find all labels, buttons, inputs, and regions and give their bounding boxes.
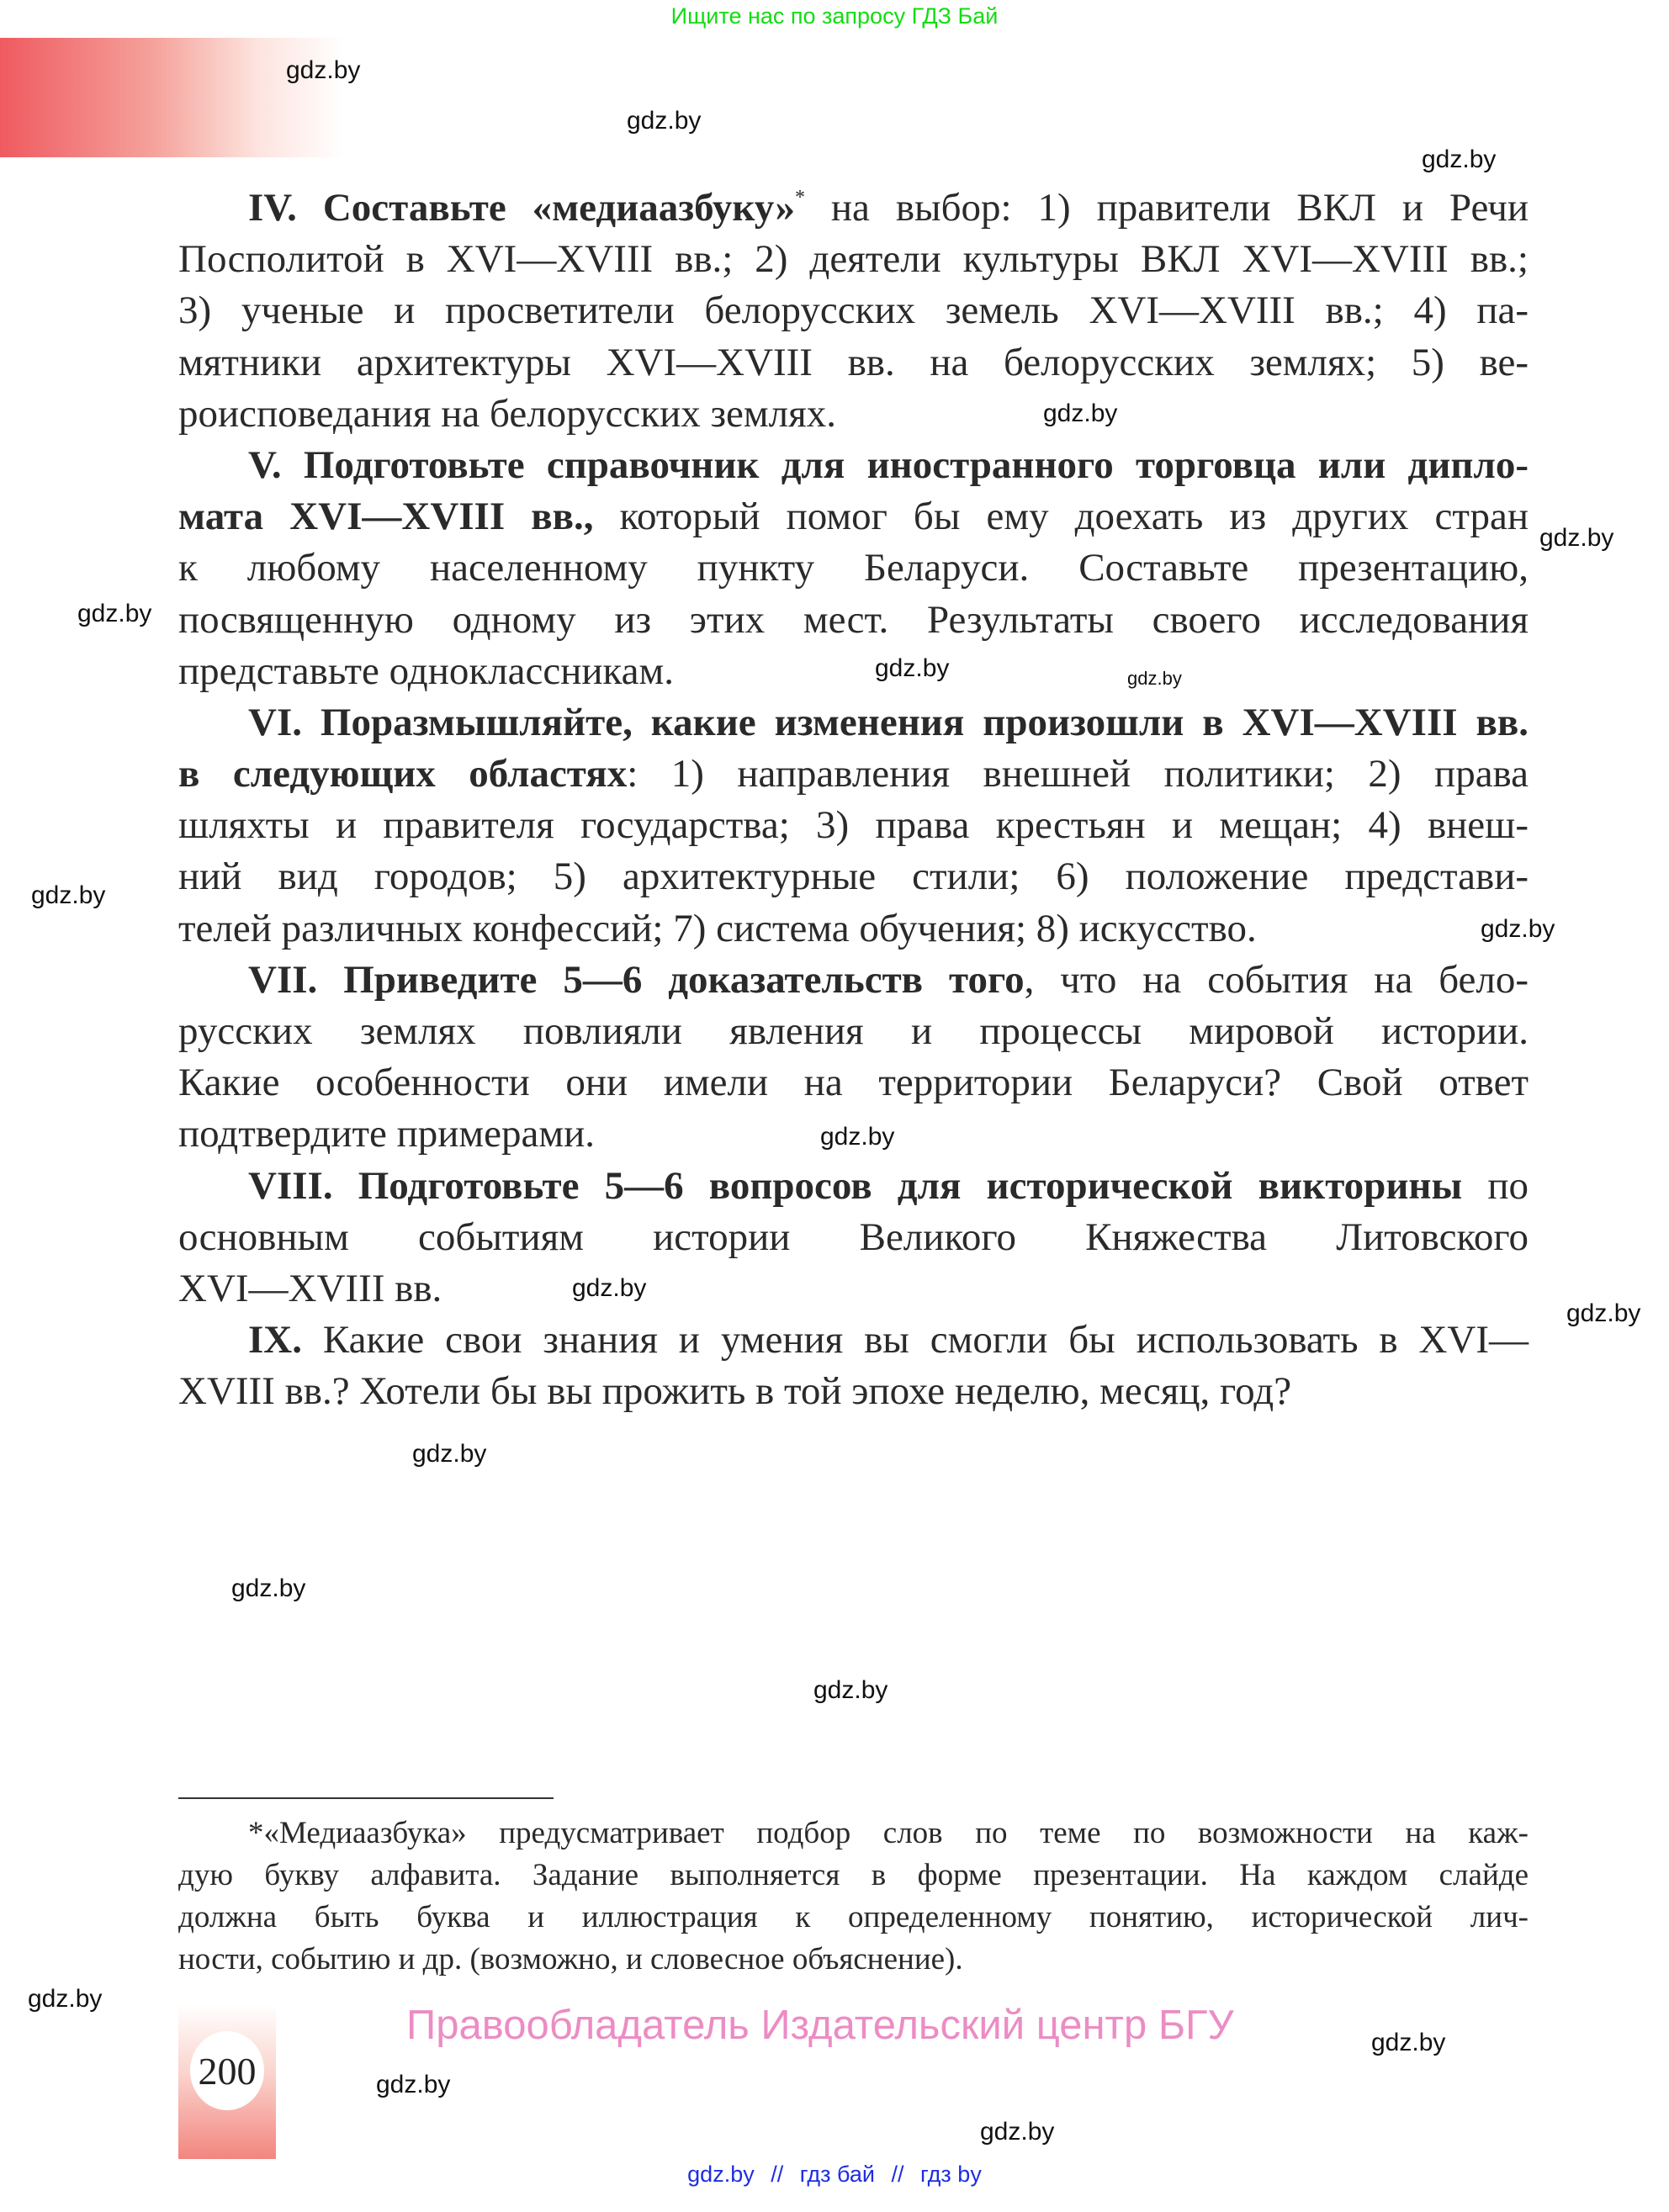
text: посвященную одному из этих мест. Результаты своего исследования	[178, 597, 1529, 642]
watermark: gdz.by	[1539, 524, 1614, 552]
text: Посполитой в XVI—XVIII вв.; 2) деятели культуры ВКЛ XVI—XVIII вв.;	[178, 237, 1529, 282]
bold-text: IV. Составьте «медиаазбуку»	[248, 186, 795, 230]
text: 3) ученые и просветители белорусских земель XVI—XVIII вв.; 4) па-	[178, 288, 1529, 333]
watermark: gdz.by	[1566, 1299, 1641, 1327]
text: русских землях повлияли явления и процессы мировой истории.	[178, 1009, 1529, 1053]
text: который помог бы ему доехать из других стран	[593, 495, 1529, 539]
watermark: gdz.by	[231, 1574, 306, 1602]
watermark: gdz.by	[412, 1440, 487, 1468]
text-line	[178, 903, 1529, 955]
text: Какие свои знания и умения вы смогли бы использовать в XVI—	[301, 1318, 1529, 1363]
watermark: gdz.by	[1127, 668, 1182, 689]
text: XVIII вв.? Хотели бы вы прожить в той эпохе неделю, месяц, год?	[178, 1369, 1292, 1414]
bold-text: V. Подготовьте справочник для иностранного торговца или дипло-	[248, 442, 1529, 487]
footnote-line: *«Медиаазбука» предусматривает подбор слов по теме по возможности на каж-	[248, 1816, 1529, 1850]
search-hint: Ищите нас по запросу ГДЗ Бай	[670, 3, 999, 29]
watermark: gdz.by	[376, 2071, 451, 2098]
text: по	[1462, 1163, 1529, 1208]
text: мятники архитектуры XVI—XVIII вв. на белорусских землях; 5) ве-	[178, 340, 1529, 384]
watermark: gdz.by	[875, 654, 950, 682]
bold-text: VII. Приведите 5—6 доказательств того	[248, 957, 1025, 1002]
footnote-divider	[178, 1797, 554, 1799]
text-line	[178, 646, 1529, 697]
text: на выбор: 1) правители ВКЛ и Речи	[804, 186, 1529, 230]
footnote	[178, 1812, 1529, 1981]
text-line	[178, 389, 1529, 440]
exercise-text	[178, 183, 1529, 1418]
bold-text: в следующих областях	[178, 752, 628, 796]
footnote-line: должна быть буква и иллюстрация к определенному понятию, исторической лич-	[178, 1900, 1529, 1934]
link-gdz-bai[interactable]: гдз бай	[799, 2162, 875, 2187]
text-line	[178, 1315, 1529, 1366]
footnote-line: дую букву алфавита. Задание выполняется в форме презентации. На каждом слайде	[178, 1858, 1529, 1892]
bottom-links	[0, 2162, 1669, 2188]
watermark: gdz.by	[1043, 400, 1118, 427]
watermark: gdz.by	[1481, 915, 1555, 943]
watermark: gdz.by	[1422, 146, 1497, 173]
text-line	[178, 1161, 1529, 1212]
text: : 1) направления внешней политики; 2) права	[627, 752, 1529, 796]
text-line	[178, 337, 1529, 389]
text-line	[178, 1057, 1529, 1109]
text-line	[178, 595, 1529, 646]
link-gdz-by[interactable]: gdz.by	[687, 2162, 755, 2187]
copyright-notice: Правообладатель Издательский центр БГУ	[406, 2003, 1234, 2048]
watermark: gdz.by	[627, 107, 702, 135]
text-line	[178, 749, 1529, 800]
text: шляхты и правителя государства; 3) права крестьян и мещан; 4) внеш-	[178, 803, 1529, 848]
watermark: gdz.by	[31, 881, 106, 909]
footnote-line: ности, событию и др. (возможно, и словесное объяснение).	[178, 1942, 963, 1977]
bold-text: VI. Поразмышляйте, какие изменения произошли в XVI—XVIII вв.	[248, 700, 1529, 744]
text-line	[178, 1006, 1529, 1057]
text: подтвердите примерами.	[178, 1112, 596, 1156]
watermark: gdz.by	[813, 1676, 888, 1704]
watermark: gdz.by	[572, 1274, 647, 1302]
watermark: gdz.by	[1371, 2029, 1446, 2056]
text-line	[178, 183, 1529, 234]
text: представьте одноклассникам.	[178, 648, 674, 693]
separator: //	[771, 2162, 784, 2187]
text-line	[178, 542, 1529, 594]
text-line	[178, 955, 1529, 1006]
text-line	[178, 1212, 1529, 1263]
text-line	[178, 697, 1529, 749]
text: основным событиям истории Великого Княжества Литовского	[178, 1214, 1529, 1259]
bold-text: мата XVI—XVIII вв.,	[178, 495, 594, 539]
text: ний вид городов; 5) архитектурные стили; 6) положение представи-	[178, 855, 1529, 899]
text: роисповедания на белорусских землях.	[178, 391, 836, 436]
text: Какие особенности они имели на территории Беларуси? Свой ответ	[178, 1061, 1529, 1105]
watermark: gdz.by	[980, 2118, 1055, 2146]
watermark: gdz.by	[820, 1123, 895, 1151]
text: , что на события на бело-	[1024, 957, 1529, 1002]
text-line	[178, 851, 1529, 902]
bold-text: VIII. Подготовьте 5—6 вопросов для исторической викторины	[248, 1163, 1463, 1208]
text-line	[178, 1366, 1529, 1417]
text-line	[178, 1109, 1529, 1160]
text: XVI—XVIII вв.	[178, 1266, 442, 1310]
footnote-marker: *	[794, 187, 805, 209]
bold-text: IX.	[248, 1318, 302, 1363]
text-line	[178, 1263, 1529, 1315]
link-gdz-by-ru[interactable]: гдз by	[920, 2162, 982, 2187]
text-line	[178, 440, 1529, 491]
watermark: gdz.by	[286, 56, 361, 84]
page-number: 200	[190, 2031, 264, 2110]
text-line	[178, 285, 1529, 336]
watermark: gdz.by	[28, 1985, 103, 2013]
watermark: gdz.by	[77, 600, 152, 627]
text-line	[178, 234, 1529, 285]
text-line	[178, 491, 1529, 542]
separator: //	[891, 2162, 904, 2187]
text: телей различных конфессий; 7) система обучения; 8) искусство.	[178, 906, 1257, 950]
text: к любому населенному пункту Беларуси. Составьте презентацию,	[178, 546, 1529, 590]
text-line	[178, 800, 1529, 851]
